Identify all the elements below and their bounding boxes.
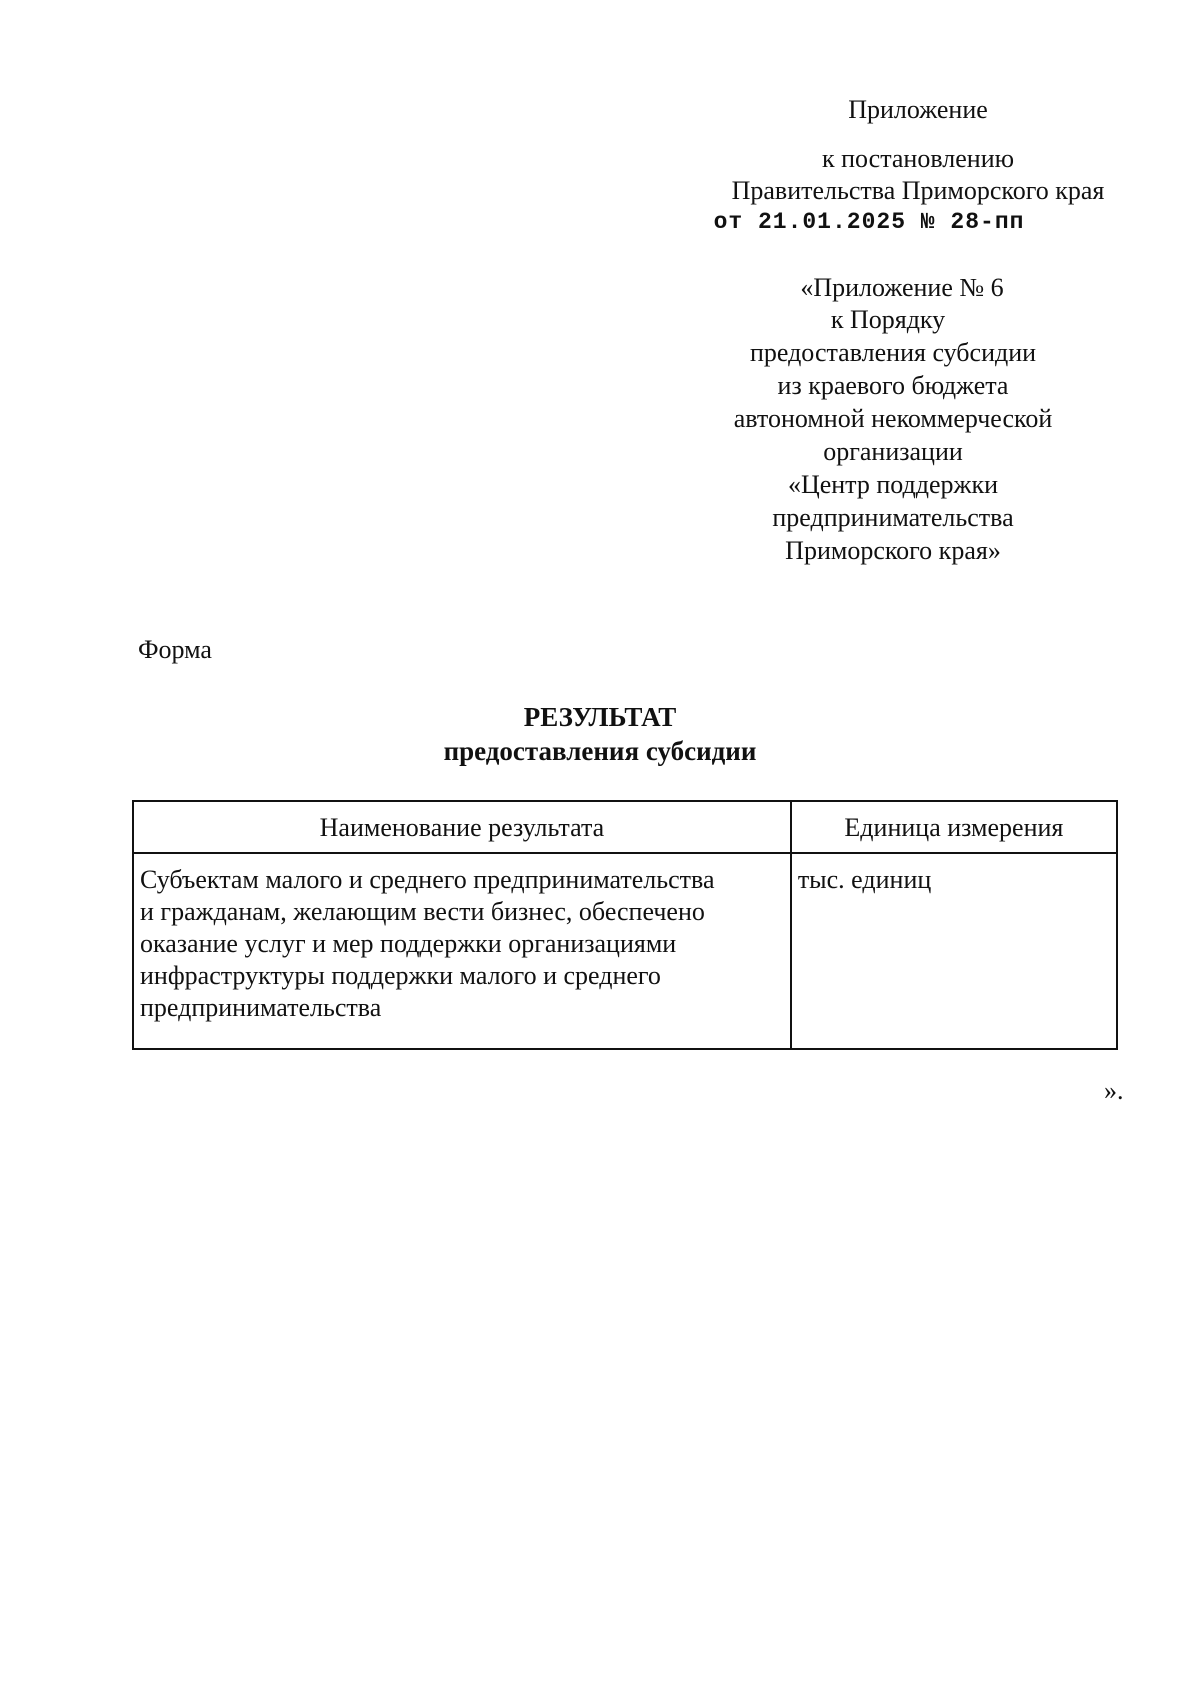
appendix6-line-7: «Центр поддержки <box>787 470 999 499</box>
result-heading: РЕЗУЛЬТАТ <box>523 702 677 732</box>
table-header-row <box>133 801 1117 853</box>
appendix6-line-1: «Приложение № 6 <box>800 273 1004 302</box>
appendix-line-2: Правительства Приморского края <box>731 176 1105 205</box>
appendix6-line-4: из краевого бюджета <box>777 371 1009 400</box>
result-subheading: предоставления субсидии <box>443 736 757 766</box>
appendix6-line-6: организации <box>823 437 963 466</box>
appendix-line-1: к постановлению <box>821 144 1015 173</box>
closing-quote: ». <box>1104 1076 1124 1105</box>
appendix-date-number: от 21.01.2025 № 28-пп <box>713 209 1025 235</box>
result-name-line: оказание услуг и мер поддержки организациями <box>140 929 677 958</box>
result-name-line: инфраструктуры поддержки малого и среднего <box>140 961 661 990</box>
appendix6-line-8: предпринимательства <box>772 503 1014 532</box>
appendix6-line-3: предоставления субсидии <box>749 338 1037 367</box>
result-table <box>132 800 1118 1050</box>
appendix6-line-9: Приморского края» <box>785 536 1001 565</box>
result-name-line: и гражданам, желающим вести бизнес, обеспечено <box>140 897 705 926</box>
header-result-name: Наименование результата <box>133 801 791 853</box>
header-unit: Единица измерения <box>791 801 1117 853</box>
form-label: Форма <box>138 635 212 664</box>
appendix-title: Приложение <box>848 95 988 124</box>
result-name-line: предпринимательства <box>140 993 382 1022</box>
appendix6-line-2: к Порядку <box>830 305 946 334</box>
result-name-line: Субъектам малого и среднего предпринимательства <box>140 865 715 894</box>
result-unit-cell: тыс. единиц <box>791 853 1117 1049</box>
result-name-cell <box>133 853 791 1049</box>
table-row <box>133 853 1117 1049</box>
appendix6-line-5: автономной некоммерческой <box>733 404 1053 433</box>
